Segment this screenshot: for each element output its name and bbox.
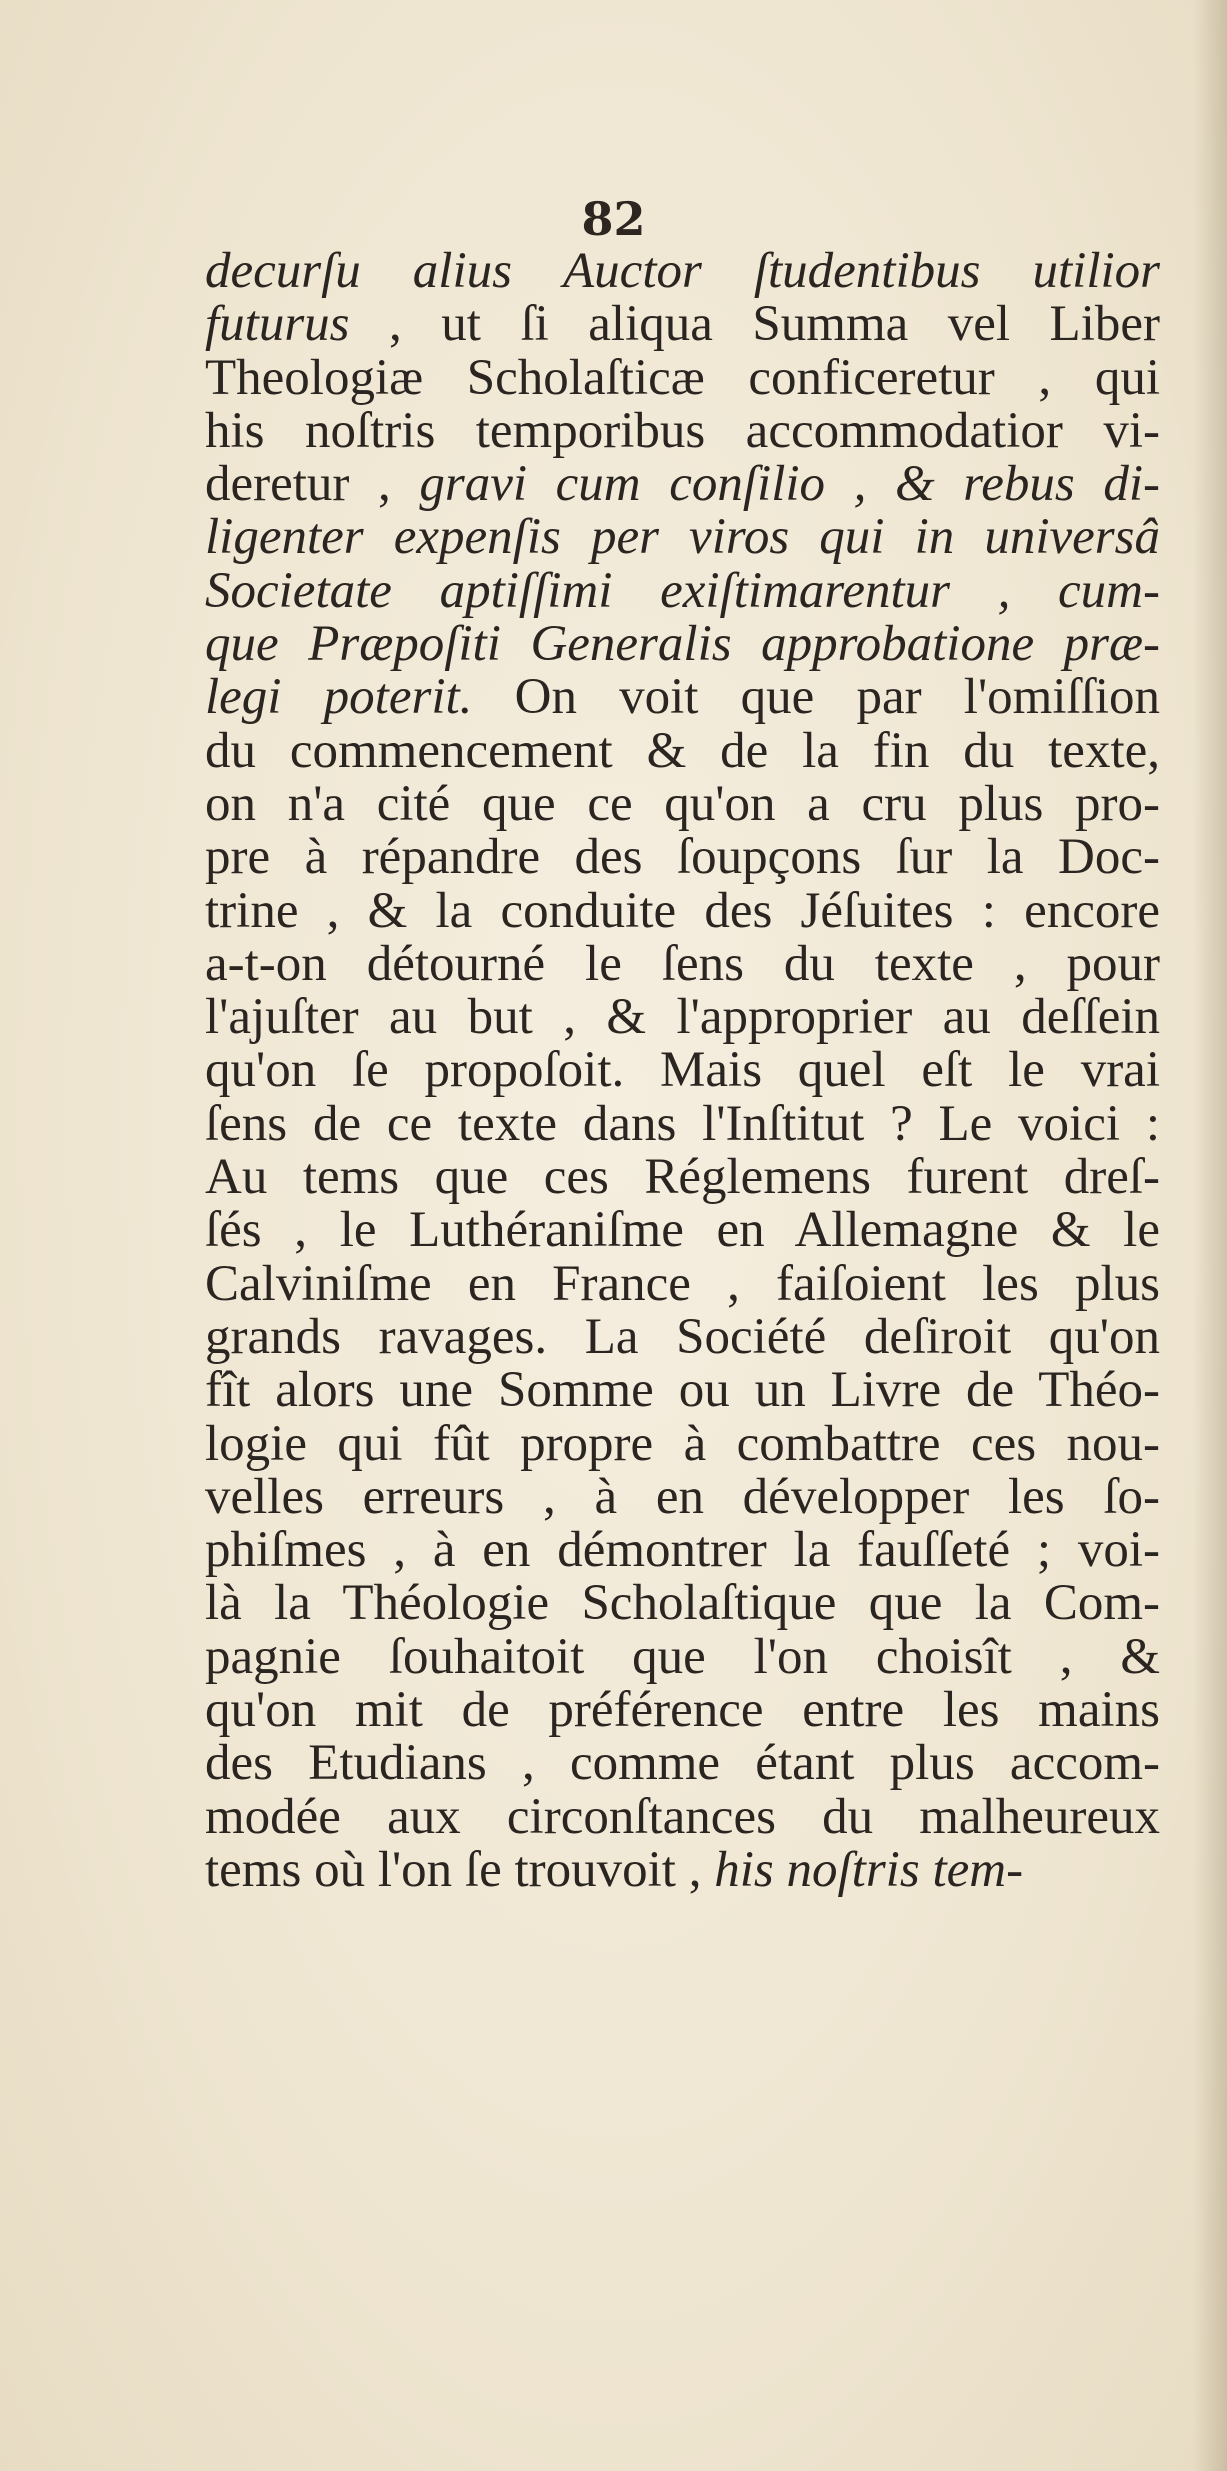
text-line <box>205 1204 1160 1257</box>
text-segment: qu'on mit de préférence entre les mains <box>205 1682 1160 1739</box>
italic-text-segment: ligenter expenſis per viros qui in universâ <box>205 509 1160 566</box>
text-line <box>205 458 1160 511</box>
text-segment: phiſmes , à en démontrer la fauſſeté ; voi- <box>205 1522 1160 1579</box>
text-segment: ſés , le Luthéraniſme en Allemagne & le <box>205 1202 1160 1259</box>
text-segment: du commencement & de la fin du texte, <box>205 722 1160 779</box>
text-segment: grands ravages. La Société deſiroit qu'on <box>205 1308 1160 1365</box>
text-line <box>205 245 1160 298</box>
text-segment: des Etudians , comme étant plus accom- <box>205 1735 1160 1792</box>
text-segment: Calviniſme en France , faiſoient les plus <box>205 1255 1160 1312</box>
text-line <box>205 1628 1160 1685</box>
text-line <box>205 1788 1160 1845</box>
text-line <box>205 1308 1160 1365</box>
italic-text-segment: gravi cum conſilio , & rebus di- <box>419 456 1160 513</box>
italic-text-segment: que Præpoſiti Generalis approbatione præ- <box>205 616 1160 673</box>
page-edge-shadow <box>1193 0 1227 2471</box>
text-line <box>205 1044 1160 1097</box>
text-line <box>205 1524 1160 1577</box>
text-line <box>205 1255 1160 1312</box>
text-line <box>205 1841 1160 1898</box>
text-segment: l'ajuſter au but , & l'approprier au deſſein <box>205 989 1160 1046</box>
text-segment: qu'on ſe propoſoit. Mais quel eſt le vrai <box>205 1042 1160 1099</box>
italic-text-segment: his noſtris tem- <box>714 1841 1024 1898</box>
text-line <box>205 991 1160 1044</box>
text-line <box>205 349 1160 406</box>
text-line <box>205 511 1160 564</box>
text-segment: fît alors une Somme ou un Livre de Théo- <box>205 1362 1160 1419</box>
text-line <box>205 562 1160 619</box>
text-segment: , ut ſi aliqua Summa vel Liber <box>349 296 1160 353</box>
italic-text-segment: legi poterit. <box>205 669 473 726</box>
italic-text-segment: Societate aptiſſimi exiſtimarentur , cum- <box>205 562 1160 619</box>
text-line <box>205 671 1160 724</box>
text-line <box>205 1151 1160 1204</box>
text-line <box>205 935 1160 992</box>
text-segment: on n'a cité que ce qu'on a cru plus pro- <box>205 775 1160 832</box>
text-segment: logie qui fût propre à combattre ces nou- <box>205 1415 1160 1472</box>
text-segment: là la Théologie Scholaſtique que la Com- <box>205 1575 1160 1632</box>
text-segment: Theologiæ Scholaſticæ conficeretur , qui <box>205 349 1160 406</box>
text-segment: ſens de ce texte dans l'Inſtitut ? Le voici : <box>205 1095 1160 1152</box>
text-line <box>205 1468 1160 1525</box>
text-segment: On voit que par l'omiſſion <box>472 669 1161 726</box>
text-line <box>205 1577 1160 1630</box>
text-segment: Au tems que ces Réglemens furent dreſ- <box>205 1149 1160 1206</box>
text-line <box>205 1415 1160 1472</box>
text-segment: pre à répandre des ſoupçons ſur la Doc- <box>205 829 1160 886</box>
text-line <box>205 618 1160 671</box>
text-line <box>205 831 1160 884</box>
text-segment: modée aux circonſtances du malheureux <box>205 1788 1160 1845</box>
text-segment: pagnie ſouhaitoit que l'on choisît , & <box>205 1628 1160 1685</box>
text-segment: tems où l'on ſe trouvoit , <box>205 1841 715 1898</box>
text-line <box>205 1737 1160 1790</box>
text-segment: his noſtris temporibus accommodatior vi- <box>205 402 1160 459</box>
text-line <box>205 775 1160 832</box>
text-segment: deretur , <box>205 456 420 513</box>
text-line <box>205 1364 1160 1417</box>
italic-text-segment: futurus <box>205 296 350 353</box>
italic-text-segment: decurſu alius Auctor ſtudentibus utilior <box>205 243 1160 299</box>
text-line <box>205 1095 1160 1152</box>
text-segment: velles erreurs , à en développer les ſo- <box>205 1468 1160 1525</box>
text-segment: a-t-on détourné le ſens du texte , pour <box>205 935 1160 992</box>
text-line <box>205 402 1160 459</box>
text-line <box>205 298 1160 351</box>
body-text <box>205 245 1160 1897</box>
text-segment: trine , & la conduite des Jéſuites : encore <box>205 882 1160 939</box>
text-line <box>205 1684 1160 1737</box>
text-line <box>205 722 1160 779</box>
text-line <box>205 882 1160 939</box>
page-number: 82 <box>581 192 646 246</box>
